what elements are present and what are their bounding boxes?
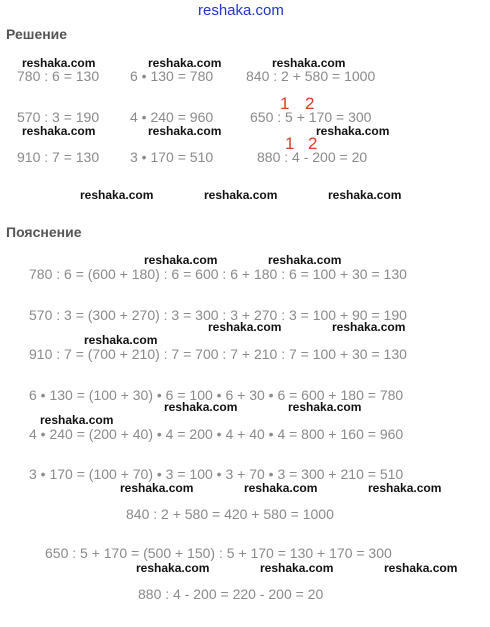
- watermark: reshaka.com: [316, 124, 390, 138]
- watermark: reshaka.com: [288, 400, 362, 414]
- explanation-line: 910 : 7 = (700 + 210) : 7 = 700 : 7 + 210 : 7 = 100 + 30 = 130: [29, 346, 407, 362]
- solution-equation: 840 : 2 + 580 = 1000: [246, 68, 376, 84]
- order-mark: 2: [308, 134, 318, 153]
- order-mark: 1: [285, 134, 295, 153]
- watermark: reshaka.com: [80, 188, 154, 202]
- solution-equation: 6 • 130 = 780: [130, 68, 214, 84]
- solution-equation: 4 • 240 = 960: [130, 109, 214, 125]
- solution-equation: 880 : 4 - 200 = 20: [257, 149, 368, 165]
- explanation-line: 6 • 130 = (100 + 30) • 6 = 100 • 6 + 30 • 6 = 600 + 180 = 780: [29, 387, 404, 403]
- solution-equation: 650 : 5 + 170 = 300: [250, 109, 372, 125]
- order-mark: 1: [280, 94, 290, 113]
- watermark: reshaka.com: [260, 561, 334, 575]
- site-title[interactable]: reshaka.com: [198, 2, 284, 19]
- explanation-line: 880 : 4 - 200 = 220 - 200 = 20: [138, 586, 324, 602]
- watermark: reshaka.com: [144, 253, 218, 267]
- watermark: reshaka.com: [268, 253, 342, 267]
- watermark: reshaka.com: [272, 56, 346, 70]
- watermark: reshaka.com: [328, 188, 402, 202]
- watermark: reshaka.com: [384, 561, 458, 575]
- solution-heading: Решение: [6, 26, 68, 42]
- order-mark: 2: [305, 94, 315, 113]
- watermark: reshaka.com: [164, 400, 238, 414]
- solution-equation: 570 : 3 = 190: [17, 109, 100, 125]
- watermark: reshaka.com: [136, 561, 210, 575]
- solution-equation: 910 : 7 = 130: [17, 149, 100, 165]
- watermark: reshaka.com: [22, 124, 96, 138]
- watermark: reshaka.com: [40, 413, 114, 427]
- watermark: reshaka.com: [332, 320, 406, 334]
- explanation-heading: Пояснение: [6, 224, 82, 240]
- solution-equation: 780 : 6 = 130: [17, 68, 100, 84]
- explanation-line: 780 : 6 = (600 + 180) : 6 = 600 : 6 + 180 : 6 = 100 + 30 = 130: [29, 266, 407, 282]
- watermark: reshaka.com: [244, 481, 318, 495]
- watermark: reshaka.com: [84, 333, 158, 347]
- explanation-line: 840 : 2 + 580 = 420 + 580 = 1000: [126, 506, 334, 522]
- watermark: reshaka.com: [368, 481, 442, 495]
- watermark: reshaka.com: [208, 320, 282, 334]
- watermark: reshaka.com: [22, 56, 96, 70]
- explanation-line: 3 • 170 = (100 + 70) • 3 = 100 • 3 + 70 • 3 = 300 + 210 = 510: [29, 466, 404, 482]
- watermark: reshaka.com: [204, 188, 278, 202]
- explanation-line: 650 : 5 + 170 = (500 + 150) : 5 + 170 = 130 + 170 = 300: [45, 545, 392, 561]
- watermark: reshaka.com: [148, 124, 222, 138]
- watermark: reshaka.com: [148, 56, 222, 70]
- solution-equation: 3 • 170 = 510: [130, 149, 214, 165]
- explanation-line: 4 • 240 = (200 + 40) • 4 = 200 • 4 + 40 • 4 = 800 + 160 = 960: [29, 426, 404, 442]
- watermark: reshaka.com: [120, 481, 194, 495]
- explanation-line: 570 : 3 = (300 + 270) : 3 = 300 : 3 + 270 : 3 = 100 + 90 = 190: [29, 307, 407, 323]
